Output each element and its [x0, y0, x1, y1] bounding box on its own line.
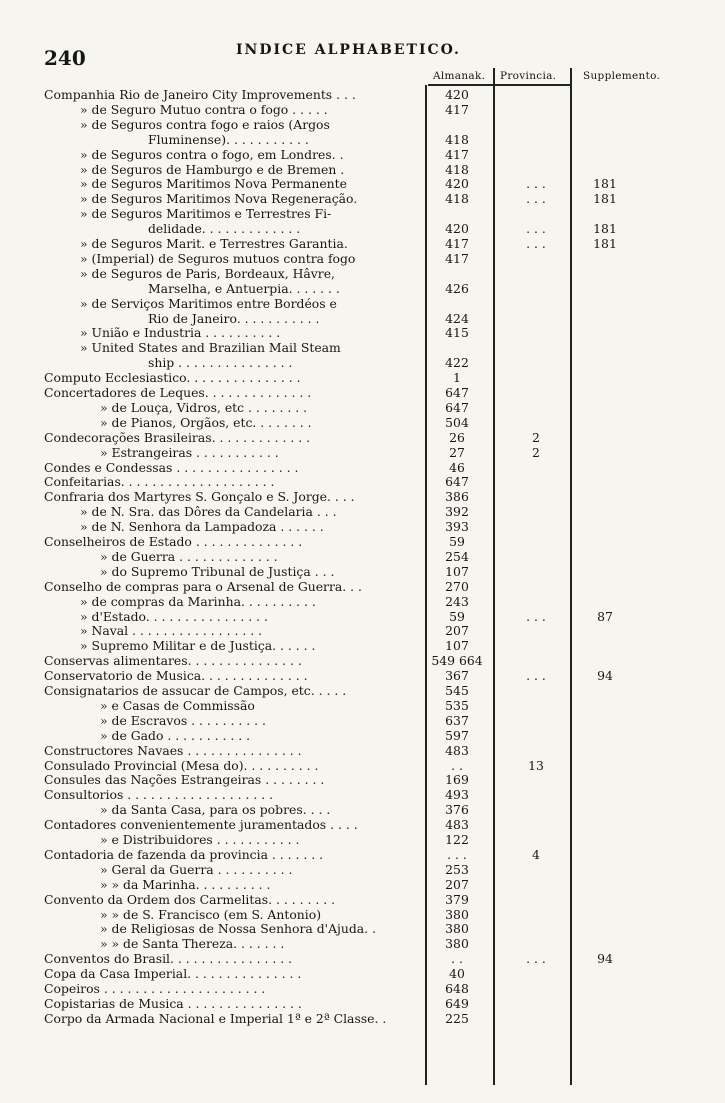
entry-label: Computo Ecclesiastico. . . . . . . . . . . . . . .	[44, 371, 301, 386]
entry-label: » de compras da Marinha. . . . . . . . . .	[80, 594, 316, 609]
index-entry	[0, 818, 725, 832]
entry-almanak-page: 380	[445, 906, 469, 922]
entry-provincia-page: . . .	[526, 668, 546, 684]
index-entry	[0, 192, 725, 206]
entry-label: » e Casas de Commissão	[100, 698, 255, 713]
index-entry	[0, 729, 725, 743]
entry-provincia-page: . . .	[526, 951, 546, 967]
entry-almanak-page: 207	[445, 876, 469, 892]
entry-label: » do Supremo Tribunal de Justiça . . .	[100, 564, 335, 579]
entry-label: delidade. . . . . . . . . . . . .	[148, 222, 301, 237]
entry-label: » de Seguros de Paris, Bordeaux, Hâvre,	[80, 266, 335, 281]
entry-label: ship . . . . . . . . . . . . . . .	[148, 356, 293, 371]
entry-label: » de Pianos, Orgãos, etc. . . . . . . .	[100, 415, 312, 430]
entry-label: » de Religiosas de Nossa Senhora d'Ajuda. .	[100, 922, 376, 937]
index-entry	[0, 177, 725, 191]
entry-label: » de Seguros Maritimos e Terrestres Fi-	[80, 207, 332, 222]
entry-almanak-page: 379	[445, 891, 469, 907]
entry-provincia-page: 2	[532, 444, 540, 460]
entry-almanak-page: 26	[449, 429, 465, 445]
entry-label: Fluminense). . . . . . . . . . .	[148, 132, 309, 147]
entry-label: » de Guerra . . . . . . . . . . . . .	[100, 549, 278, 564]
index-entry	[0, 610, 725, 624]
entry-almanak-page: 417	[445, 101, 469, 117]
index-entry	[0, 967, 725, 981]
index-entry	[0, 669, 725, 683]
index-entry	[0, 714, 725, 728]
index-entry	[0, 88, 725, 102]
index-entry	[0, 624, 725, 638]
entry-provincia-page: 2	[532, 429, 540, 445]
entry-provincia-page: . . .	[526, 191, 546, 207]
entry-label: » Estrangeiras . . . . . . . . . . .	[100, 445, 279, 460]
entry-almanak-page: 637	[445, 712, 469, 728]
index-entry	[0, 863, 725, 877]
index-entry	[0, 252, 725, 266]
entry-label: » de Seguros Marit. e Terrestres Garantia.	[80, 237, 348, 251]
entry-label: » de Gado . . . . . . . . . . .	[100, 728, 251, 743]
entry-almanak-page: 27	[449, 444, 465, 460]
entry-almanak-page: 418	[445, 161, 469, 177]
entry-almanak-page: 535	[445, 697, 469, 713]
entry-label: Consignatarios de assucar de Campos, etc. . . . .	[44, 684, 347, 698]
index-entry	[0, 475, 725, 489]
index-entry	[0, 922, 725, 936]
entry-provincia-page: 4	[532, 846, 540, 862]
entry-label: Confraria dos Martyres S. Gonçalo e S. Jorge. . . .	[44, 490, 355, 505]
index-entry	[0, 833, 725, 847]
entry-label: Copistarias de Musica . . . . . . . . . . . . . . .	[44, 996, 302, 1011]
entry-label: » » de S. Francisco (em S. Antonio)	[100, 907, 322, 922]
entry-almanak-page: 380	[445, 936, 469, 952]
entry-supplemento-page: 181	[593, 191, 617, 207]
entry-label: » d'Estado. . . . . . . . . . . . . . . .	[80, 609, 268, 624]
index-entry	[0, 490, 725, 504]
entry-label: » de Seguros Maritimos Nova Permanente	[80, 177, 347, 192]
index-entry	[0, 237, 725, 251]
entry-almanak-page: 107	[445, 563, 469, 579]
column-header-supplemento: Supplemento.	[583, 70, 661, 82]
entry-label: Contadoria de fazenda da provincia . . . . . . .	[44, 847, 324, 862]
entry-almanak-page: 254	[445, 548, 469, 564]
entry-label: Confeitarias. . . . . . . . . . . . . . . . . . . .	[44, 475, 275, 490]
entry-provincia-page: 13	[528, 757, 544, 773]
index-entry	[0, 520, 725, 534]
entry-almanak-page: 597	[445, 727, 469, 743]
index-entry	[0, 565, 725, 579]
index-entry	[0, 744, 725, 758]
entry-label: » de Escravos . . . . . . . . . .	[100, 713, 266, 728]
entry-label: » Naval . . . . . . . . . . . . . . . . .	[80, 624, 263, 639]
index-entry	[0, 505, 725, 519]
index-entry	[0, 639, 725, 653]
entry-almanak-page: 426	[445, 280, 469, 296]
index-entry	[0, 1012, 725, 1026]
index-entry	[0, 326, 725, 340]
page-title: INDICE ALPHABETICO.	[236, 42, 461, 58]
entry-label: » da Santa Casa, para os pobres. . . .	[100, 803, 331, 818]
column-header-provincia: Provincia.	[500, 70, 557, 82]
entry-almanak-page: 483	[445, 742, 469, 758]
entry-label: Condes e Condessas . . . . . . . . . . . . . . . .	[44, 460, 299, 475]
index-entry	[0, 803, 725, 817]
entry-label: » União e Industria . . . . . . . . . .	[80, 326, 281, 341]
entry-almanak-page: 1	[453, 370, 461, 386]
index-entry	[0, 699, 725, 713]
entry-almanak-page: 647	[445, 385, 469, 400]
entry-almanak-page: 376	[445, 802, 469, 818]
entry-label: » Geral da Guerra . . . . . . . . . .	[100, 862, 293, 877]
index-entry	[0, 207, 725, 221]
entry-almanak-page: . . .	[447, 846, 467, 862]
entry-almanak-page: 420	[445, 176, 469, 192]
entry-almanak-page: 393	[445, 519, 469, 535]
index-entry	[0, 312, 725, 326]
entry-almanak-page: 392	[445, 504, 469, 520]
entry-almanak-page: 270	[445, 578, 469, 594]
entry-label: Marselha, e Antuerpia. . . . . . .	[148, 281, 340, 296]
entry-almanak-page: 380	[445, 921, 469, 937]
entry-almanak-page: 367	[445, 668, 469, 684]
index-entry	[0, 133, 725, 147]
entry-label: Copa da Casa Imperial. . . . . . . . . . . . . . .	[44, 967, 302, 982]
index-entry	[0, 937, 725, 951]
header-rule	[428, 84, 572, 86]
entry-label: Conselho de compras para o Arsenal de Guerra. . .	[44, 579, 362, 594]
entry-almanak-page: 424	[445, 310, 469, 326]
index-entry	[0, 401, 725, 415]
entry-supplemento-page: 94	[597, 951, 613, 967]
entry-label: » de Seguro Mutuo contra o fogo . . . . .	[80, 102, 328, 117]
index-entry	[0, 356, 725, 370]
index-entry	[0, 982, 725, 996]
entry-label: Conservatorio de Musica. . . . . . . . . . . . . .	[44, 669, 308, 684]
entry-almanak-page: 420	[445, 87, 469, 102]
index-entry	[0, 535, 725, 549]
entry-supplemento-page: 87	[597, 608, 613, 624]
entry-almanak-page: 417	[445, 250, 469, 266]
entry-provincia-page: . . .	[526, 176, 546, 192]
entry-almanak-page: 493	[445, 787, 469, 803]
index-entry	[0, 103, 725, 117]
entry-almanak-page: 122	[445, 832, 469, 847]
entry-label: Convento da Ordem dos Carmelitas. . . . . . . . .	[44, 892, 336, 907]
index-entry	[0, 416, 725, 430]
entry-almanak-page: 418	[445, 131, 469, 147]
entry-almanak-page: 483	[445, 817, 469, 833]
entry-almanak-page: . .	[451, 951, 463, 967]
entry-supplemento-page: 181	[593, 236, 617, 251]
index-entry	[0, 997, 725, 1011]
entry-almanak-page: 545	[445, 683, 469, 698]
entry-label: » United States and Brazilian Mail Steam	[80, 341, 341, 356]
index-entry	[0, 341, 725, 355]
entry-label: Companhia Rio de Janeiro City Improvements . . .	[44, 88, 356, 102]
entry-almanak-page: . .	[451, 757, 463, 773]
entry-label: » de Seguros de Hamburgo e de Bremen .	[80, 162, 345, 177]
index-entry	[0, 773, 725, 787]
entry-label: Rio de Janeiro. . . . . . . . . . .	[148, 311, 320, 326]
entry-label: » de N. Sra. das Dôres da Candelaria . . .	[80, 505, 337, 520]
index-entry	[0, 371, 725, 385]
index-entry	[0, 878, 725, 892]
index-entry	[0, 431, 725, 445]
entry-provincia-page: . . .	[526, 608, 546, 624]
entry-label: » Supremo Militar e de Justiça. . . . . .	[80, 639, 316, 654]
entry-almanak-page: 59	[449, 608, 465, 624]
index-entry	[0, 282, 725, 296]
entry-provincia-page: . . .	[526, 221, 546, 237]
entry-almanak-page: 417	[445, 236, 469, 251]
entry-supplemento-page: 181	[593, 176, 617, 192]
index-entry	[0, 952, 725, 966]
index-entry	[0, 222, 725, 236]
entry-label: » » da Marinha. . . . . . . . . .	[100, 877, 271, 892]
entry-almanak-page: 386	[445, 489, 469, 505]
entry-almanak-page: 647	[445, 474, 469, 490]
index-entry	[0, 461, 725, 475]
entry-almanak-page: 107	[445, 638, 469, 654]
entry-almanak-page: 549 664	[431, 653, 483, 669]
index-entry	[0, 759, 725, 773]
entry-label: Corpo da Armada Nacional e Imperial 1ª e 2ª Classe. .	[44, 1011, 387, 1026]
entry-label: Consules das Nações Estrangeiras . . . . . . . .	[44, 773, 325, 788]
entry-label: Consulado Provincial (Mesa do). . . . . . . . . .	[44, 758, 319, 773]
entry-provincia-page: . . .	[526, 236, 546, 251]
entry-label: Conservas alimentares. . . . . . . . . . . . . . .	[44, 654, 302, 669]
entry-label: Condecorações Brasileiras. . . . . . . . . . . . .	[44, 430, 311, 445]
entry-label: » de Louça, Vidros, etc . . . . . . . .	[100, 400, 308, 415]
entry-almanak-page: 169	[445, 772, 469, 788]
entry-label: Constructores Navaes . . . . . . . . . . . . . . .	[44, 743, 302, 758]
entry-almanak-page: 418	[445, 191, 469, 207]
entry-label: » de Serviços Maritimos entre Bordéos e	[80, 296, 337, 311]
entry-label: Consultorios . . . . . . . . . . . . . . . . . . .	[44, 788, 274, 803]
index-entry	[0, 446, 725, 460]
entry-label: » de Seguros contra fogo e raios (Argos	[80, 117, 330, 132]
entry-label: » (Imperial) de Seguros mutuos contra fogo	[80, 251, 356, 266]
index-entry	[0, 654, 725, 668]
entry-almanak-page: 417	[445, 146, 469, 162]
entry-almanak-page: 46	[449, 459, 465, 475]
entry-almanak-page: 40	[449, 966, 465, 982]
index-entry	[0, 267, 725, 281]
index-entry	[0, 788, 725, 802]
entry-almanak-page: 225	[445, 1010, 469, 1026]
index-entry	[0, 148, 725, 162]
entry-label: Conventos do Brasil. . . . . . . . . . . . . . . .	[44, 952, 293, 967]
index-entry	[0, 386, 725, 400]
entry-label: Contadores convenientemente juramentados . . . .	[44, 818, 358, 833]
entry-label: Conselheiros de Estado . . . . . . . . . . . . . .	[44, 535, 303, 549]
entry-almanak-page: 422	[445, 355, 469, 371]
entry-almanak-page: 647	[445, 399, 469, 415]
entry-label: Concertadores de Leques. . . . . . . . . . . . . .	[44, 386, 312, 400]
index-entry	[0, 908, 725, 922]
entry-almanak-page: 207	[445, 623, 469, 639]
column-header-almanak: Almanak.	[433, 70, 486, 82]
entry-almanak-page: 243	[445, 593, 469, 609]
entry-almanak-page: 420	[445, 221, 469, 237]
index-entry	[0, 163, 725, 177]
index-entry	[0, 893, 725, 907]
entry-almanak-page: 253	[445, 861, 469, 877]
entry-label: Copeiros . . . . . . . . . . . . . . . . . . . . .	[44, 982, 266, 996]
index-entry	[0, 684, 725, 698]
entry-almanak-page: 649	[445, 995, 469, 1011]
index-entry	[0, 580, 725, 594]
entry-supplemento-page: 94	[597, 668, 613, 684]
page-number: 240	[44, 46, 86, 70]
entry-almanak-page: 415	[445, 325, 469, 341]
index-entry	[0, 297, 725, 311]
entry-supplemento-page: 181	[593, 221, 617, 237]
entry-label: » de N. Senhora da Lampadoza . . . . . .	[80, 520, 324, 535]
entry-label: » de Seguros Maritimos Nova Regeneração.	[80, 192, 358, 207]
entry-label: » e Distribuidores . . . . . . . . . . .	[100, 833, 300, 847]
entry-label: » de Seguros contra o fogo, em Londres. .	[80, 147, 344, 162]
index-entry	[0, 595, 725, 609]
entry-label: » » de Santa Thereza. . . . . . .	[100, 937, 285, 952]
entry-almanak-page: 504	[445, 414, 469, 430]
index-entry	[0, 550, 725, 564]
index-entry	[0, 848, 725, 862]
entry-almanak-page: 648	[445, 981, 469, 996]
index-entry	[0, 118, 725, 132]
entry-almanak-page: 59	[449, 534, 465, 549]
